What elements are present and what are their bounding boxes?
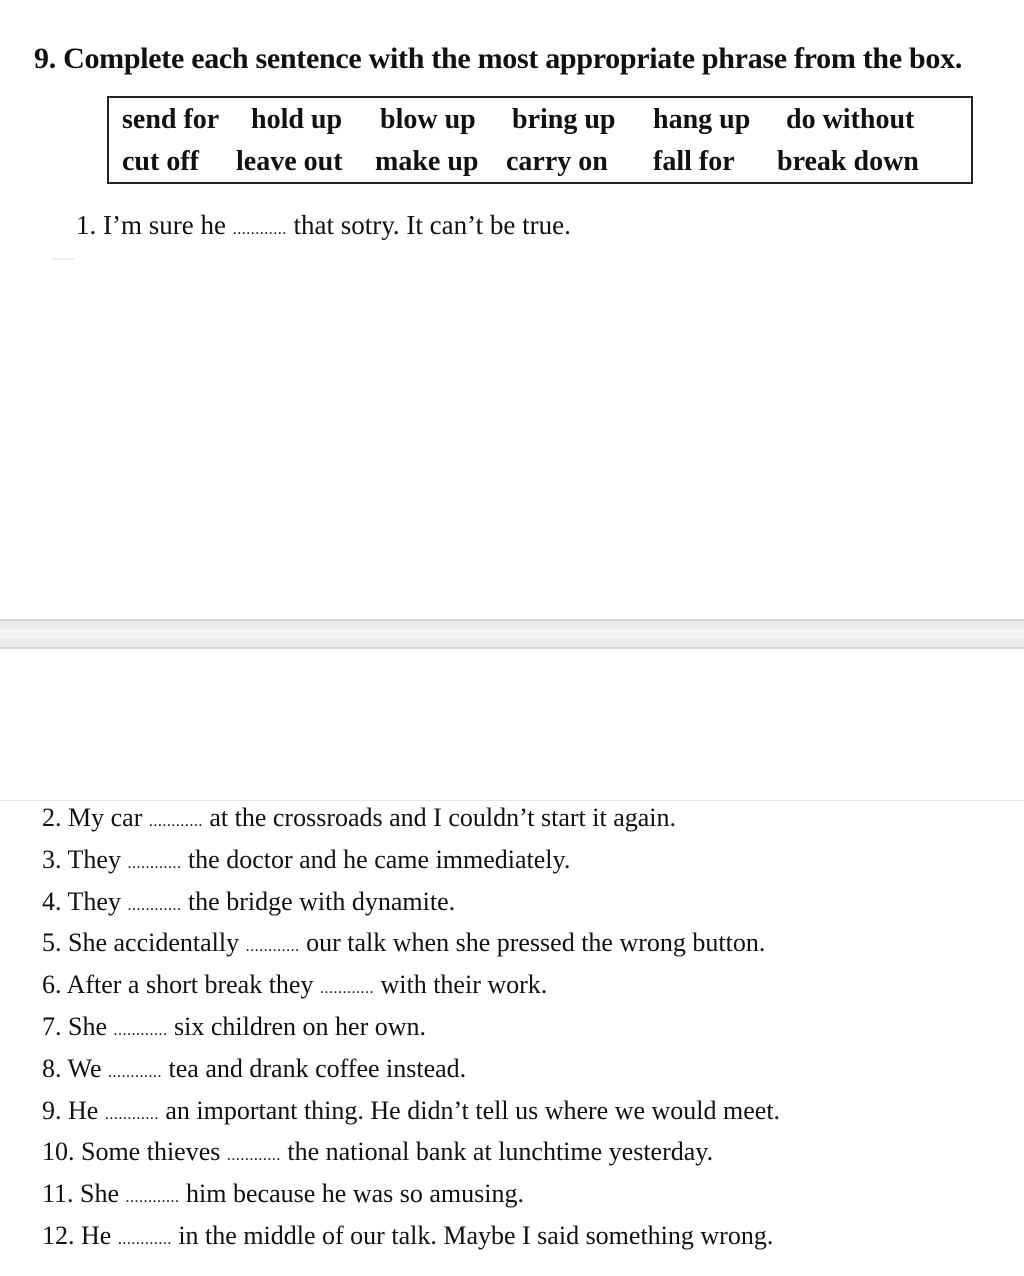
phrase: hang up xyxy=(653,104,751,135)
question-item xyxy=(42,845,570,875)
question-after: the bridge with dynamite. xyxy=(187,887,456,916)
question-after: an important thing. He didn’t tell us where we would meet. xyxy=(165,1096,781,1125)
question-after: the national bank at lunchtime yesterday. xyxy=(287,1137,714,1166)
answer-blank[interactable]: ............ xyxy=(319,980,374,997)
phrase: leave out xyxy=(236,146,343,177)
answer-blank[interactable]: ............ xyxy=(127,897,182,914)
question-number: 2. xyxy=(42,803,62,832)
answer-blank[interactable]: ............ xyxy=(108,1064,163,1081)
question-after: tea and drank coffee instead. xyxy=(168,1054,467,1083)
answer-blank[interactable]: ............ xyxy=(232,221,287,238)
question-before: My car xyxy=(68,803,143,832)
question-item xyxy=(42,1054,466,1084)
phrase-row xyxy=(109,146,971,186)
question-before: She xyxy=(68,1012,107,1041)
answer-blank[interactable]: ............ xyxy=(117,1231,172,1248)
question-after: six children on her own. xyxy=(174,1012,427,1041)
question-number: 4. xyxy=(42,887,62,916)
phrase: fall for xyxy=(653,146,735,177)
question-before: After a short break they xyxy=(66,970,314,999)
question-item xyxy=(42,1096,780,1126)
answer-blank[interactable]: ............ xyxy=(148,813,203,830)
question-item xyxy=(42,803,676,833)
question-after: in the middle of our talk. Maybe I said something wrong. xyxy=(178,1221,774,1250)
phrase: do without xyxy=(786,104,915,135)
question-number: 11. xyxy=(42,1179,74,1208)
question-number: 9. xyxy=(42,1096,62,1125)
question-after: him because he was so amusing. xyxy=(186,1179,524,1208)
answer-blank[interactable]: ............ xyxy=(113,1022,168,1039)
answer-blank[interactable]: ............ xyxy=(226,1147,281,1164)
answer-blank[interactable]: ............ xyxy=(125,1189,180,1206)
question-item xyxy=(42,1221,773,1251)
question-before: They xyxy=(67,845,121,874)
section-divider-line xyxy=(0,800,1024,801)
question-before: He xyxy=(81,1221,112,1250)
question-number: 7. xyxy=(42,1012,62,1041)
answer-blank[interactable]: ............ xyxy=(127,855,182,872)
question-number: 12. xyxy=(42,1221,75,1250)
question-after: with their work. xyxy=(380,970,548,999)
phrase: send for xyxy=(122,104,220,135)
question-before: We xyxy=(67,1054,102,1083)
question-number: 1. xyxy=(76,210,97,240)
phrase: make up xyxy=(375,146,479,177)
phrase: cut off xyxy=(122,146,199,177)
question-item xyxy=(42,1012,426,1042)
phrase: hold up xyxy=(251,104,343,135)
question-number: 5. xyxy=(42,928,62,957)
question-after: our talk when she pressed the wrong button. xyxy=(306,928,766,957)
phrase-box xyxy=(107,96,973,184)
phrase: blow up xyxy=(380,104,476,135)
question-item xyxy=(42,887,455,917)
question-number: 8. xyxy=(42,1054,62,1083)
phrase: carry on xyxy=(506,146,608,177)
phrase: bring up xyxy=(512,104,616,135)
question-after: that sotry. It can’t be true. xyxy=(293,210,571,240)
question-before: He xyxy=(68,1096,99,1125)
answer-blank[interactable]: ............ xyxy=(104,1106,159,1123)
question-item xyxy=(42,1179,524,1209)
question-after: at the crossroads and I couldn’t start it again. xyxy=(209,803,677,832)
question-before: Some thieves xyxy=(81,1137,221,1166)
scan-artifact xyxy=(52,258,74,260)
question-item xyxy=(42,970,547,1000)
question-number: 3. xyxy=(42,845,62,874)
question-number: 6. xyxy=(42,970,62,999)
question-item xyxy=(42,928,765,958)
question-before: They xyxy=(67,887,121,916)
exercise-title: 9. Complete each sentence with the most appropriate phrase from the box. xyxy=(34,42,963,75)
question-before: She xyxy=(80,1179,120,1208)
screenshot-divider xyxy=(0,619,1024,649)
question-item xyxy=(42,1137,713,1167)
question-after: the doctor and he came immediately. xyxy=(187,845,571,874)
question-number: 10. xyxy=(42,1137,75,1166)
question-before: I’m sure he xyxy=(103,210,226,240)
question-before: She accidentally xyxy=(68,928,240,957)
question-item xyxy=(76,210,571,241)
answer-blank[interactable]: ............ xyxy=(245,938,300,955)
phrase: break down xyxy=(777,146,919,177)
phrase-row xyxy=(109,104,971,144)
